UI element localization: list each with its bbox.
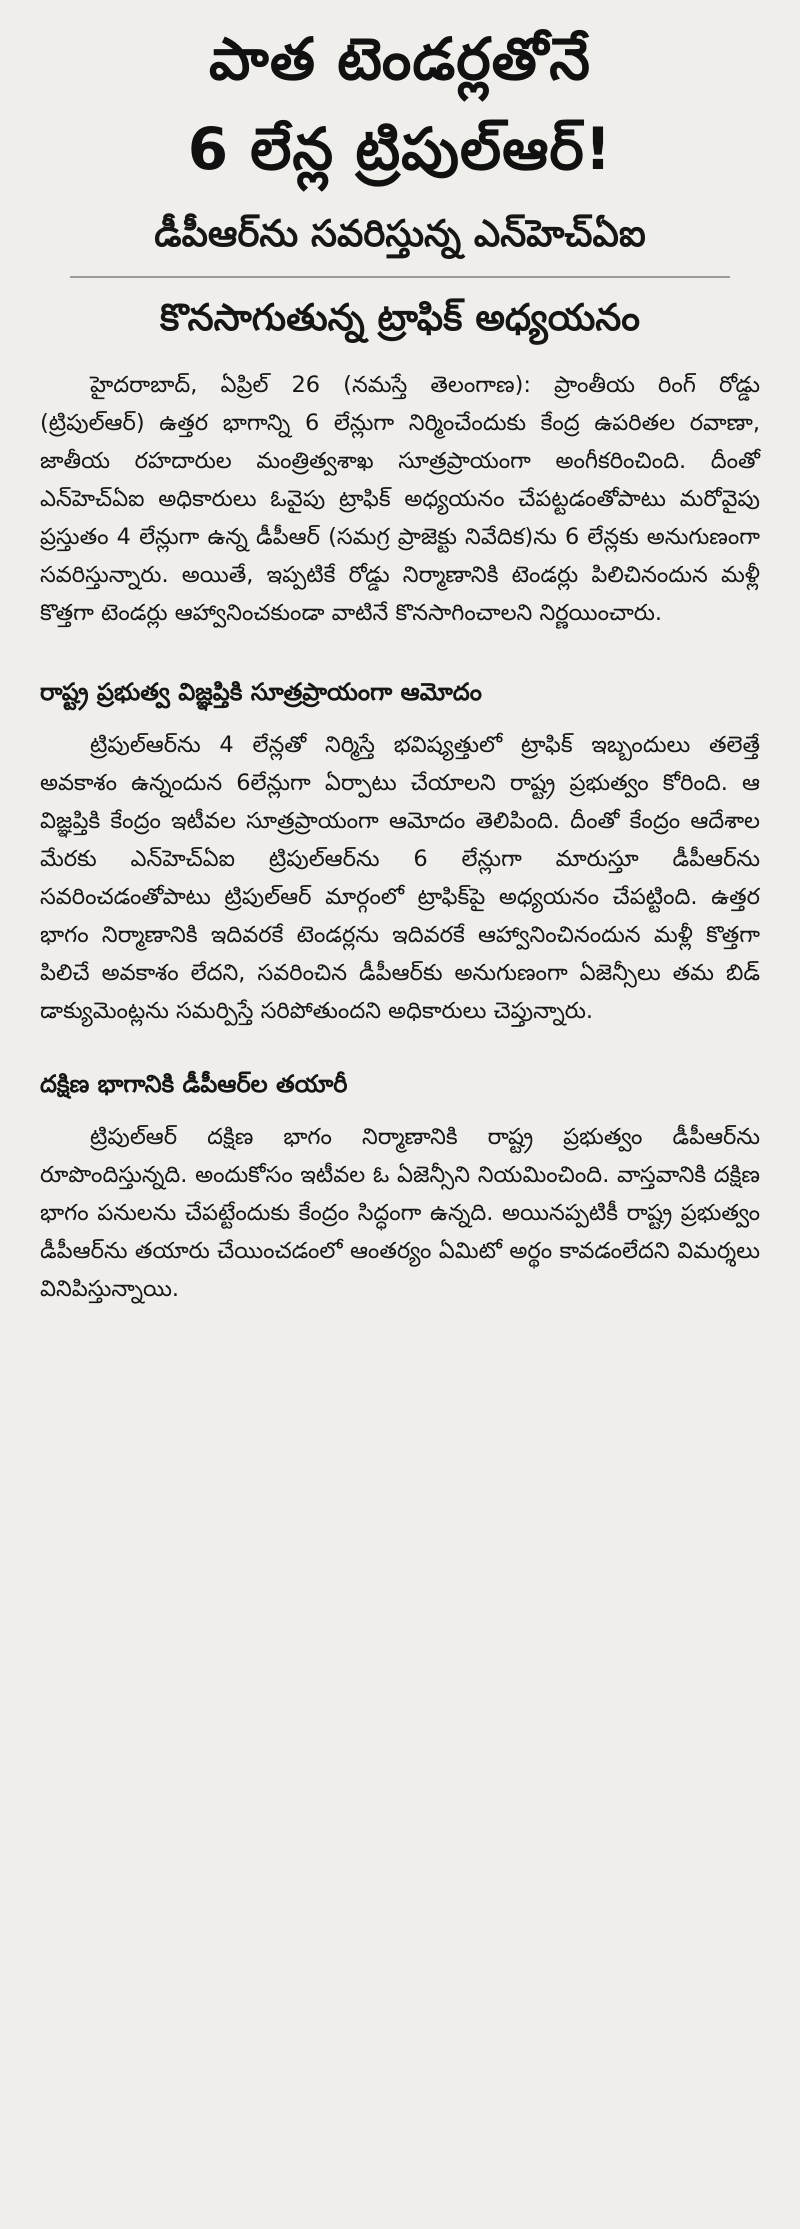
subheadline-1: డీపీఆర్‌ను సవరిస్తున్న ఎన్‌హెచ్‌ఏఐ — [154, 212, 646, 255]
headline-line-1: పాత టెండర్లతోనే — [209, 25, 591, 93]
article-paragraph-3: ట్రిపుల్‌ఆర్‌ దక్షిణ భాగం నిర్మాణానికి రాష్ట్ర ప్రభుత్వం డీపీఆర్‌ను రూపొందిస్తున్నది. అందుకోసం ఇటీవల ఓ ఏజెన్సీని నియమించింది. వాస్తవానికి దక్షిణ భాగం పనులను చేపట్టేందుకు కేంద్రం సిద్ధంగా ఉన్నది. అయినప్పటికీ రాష్ట్ర ప్రభుత్వం డీపీఆర్‌ను తయారు చేయించడంలో ఆంతర్యం ఏమిటో అర్థం కావడంలేదని విమర్శలు వినిపిస్తున్నాయి. — [40, 1124, 760, 1302]
subheadline-2: కొనసాగుతున్న ట్రాఫిక్‌ అధ్యయనం — [159, 296, 641, 339]
article-paragraph-1: హైదరాబాద్‌, ఏప్రిల్‌ 26 (నమస్తే తెలంగాణ): ప్రాంతీయ రింగ్‌ రోడ్డు (ట్రిపుల్‌ఆర్‌) ఉత్తర భాగాన్ని 6 లేన్లుగా నిర్మించేందుకు కేంద్ర ఉపరితల రవాణా, జాతీయ రహదారుల మంత్రిత్వశాఖ సూత్రప్రాయంగా అంగీకరించింది. దీంతో ఎన్‌హెచ్‌ఏఐ అధికారులు ఓవైపు ట్రాఫిక్‌ అధ్యయనం చేపట్టడంతోపాటు మరోవైపు ప్రస్తుతం 4 లేన్లుగా ఉన్న డీపీఆర్‌ (సమగ్ర ప్రాజెక్టు నివేదిక)ను 6 లేన్లకు అనుగుణంగా సవరిస్తున్నారు. అయితే, ఇప్పటికే రోడ్డు నిర్మాణానికి టెండర్లు పిలిచినందున మళ్లీ కొత్తగా టెండర్లు ఆహ్వానించకుండా వాటినే కొనసాగించాలని నిర్ణయించారు. — [40, 372, 760, 626]
section-heading-2: దక్షిణ భాగానికి డీపీఆర్‌ల తయారీ — [40, 1070, 348, 1098]
article-paragraph-2: ట్రిపుల్‌ఆర్‌ను 4 లేన్లతో నిర్మిస్తే భవిష్యత్తులో ట్రాఫిక్‌ ఇబ్బందులు తలెత్తే అవకాశం ఉన్నందున 6లేన్లుగా ఏర్పాటు చేయాలని రాష్ట్ర ప్రభుత్వం కోరింది. ఆ విజ్ఞప్తికి కేంద్రం ఇటీవల సూత్రప్రాయంగా ఆమోదం తెలిపింది. దీంతో కేంద్రం ఆదేశాల మేరకు ఎన్‌హెచ్‌ఏఐ ట్రిపుల్‌ఆర్‌ను 6 లేన్లుగా మారుస్తూ డీపీఆర్‌ను సవరించడంతోపాటు ట్రిపుల్‌ఆర్‌ మార్గంలో ట్రాఫిక్‌పై అధ్యయనం చేపట్టింది. ఉత్తర భాగం నిర్మాణానికి ఇదివరకే టెండర్లను ఇదివరకే ఆహ్వానించినందున మళ్లీ కొత్తగా పిలిచే అవకాశం లేదని, సవరించిన డీపీఆర్‌కు అనుగుణంగా ఏజెన్సీలు తమ బిడ్‌ డాక్యుమెంట్లను సమర్పిస్తే సరిపోతుందని అధికారులు చెప్తున్నారు. — [40, 732, 760, 1024]
headline-line-2: 6 లేన్ల ట్రిపుల్‌ఆర్‌! — [187, 115, 613, 183]
section-heading-1: రాష్ట్ర ప్రభుత్వ విజ్ఞప్తికి సూత్రప్రాయంగా ఆమోదం — [40, 678, 482, 706]
subheadline-divider — [70, 276, 730, 278]
